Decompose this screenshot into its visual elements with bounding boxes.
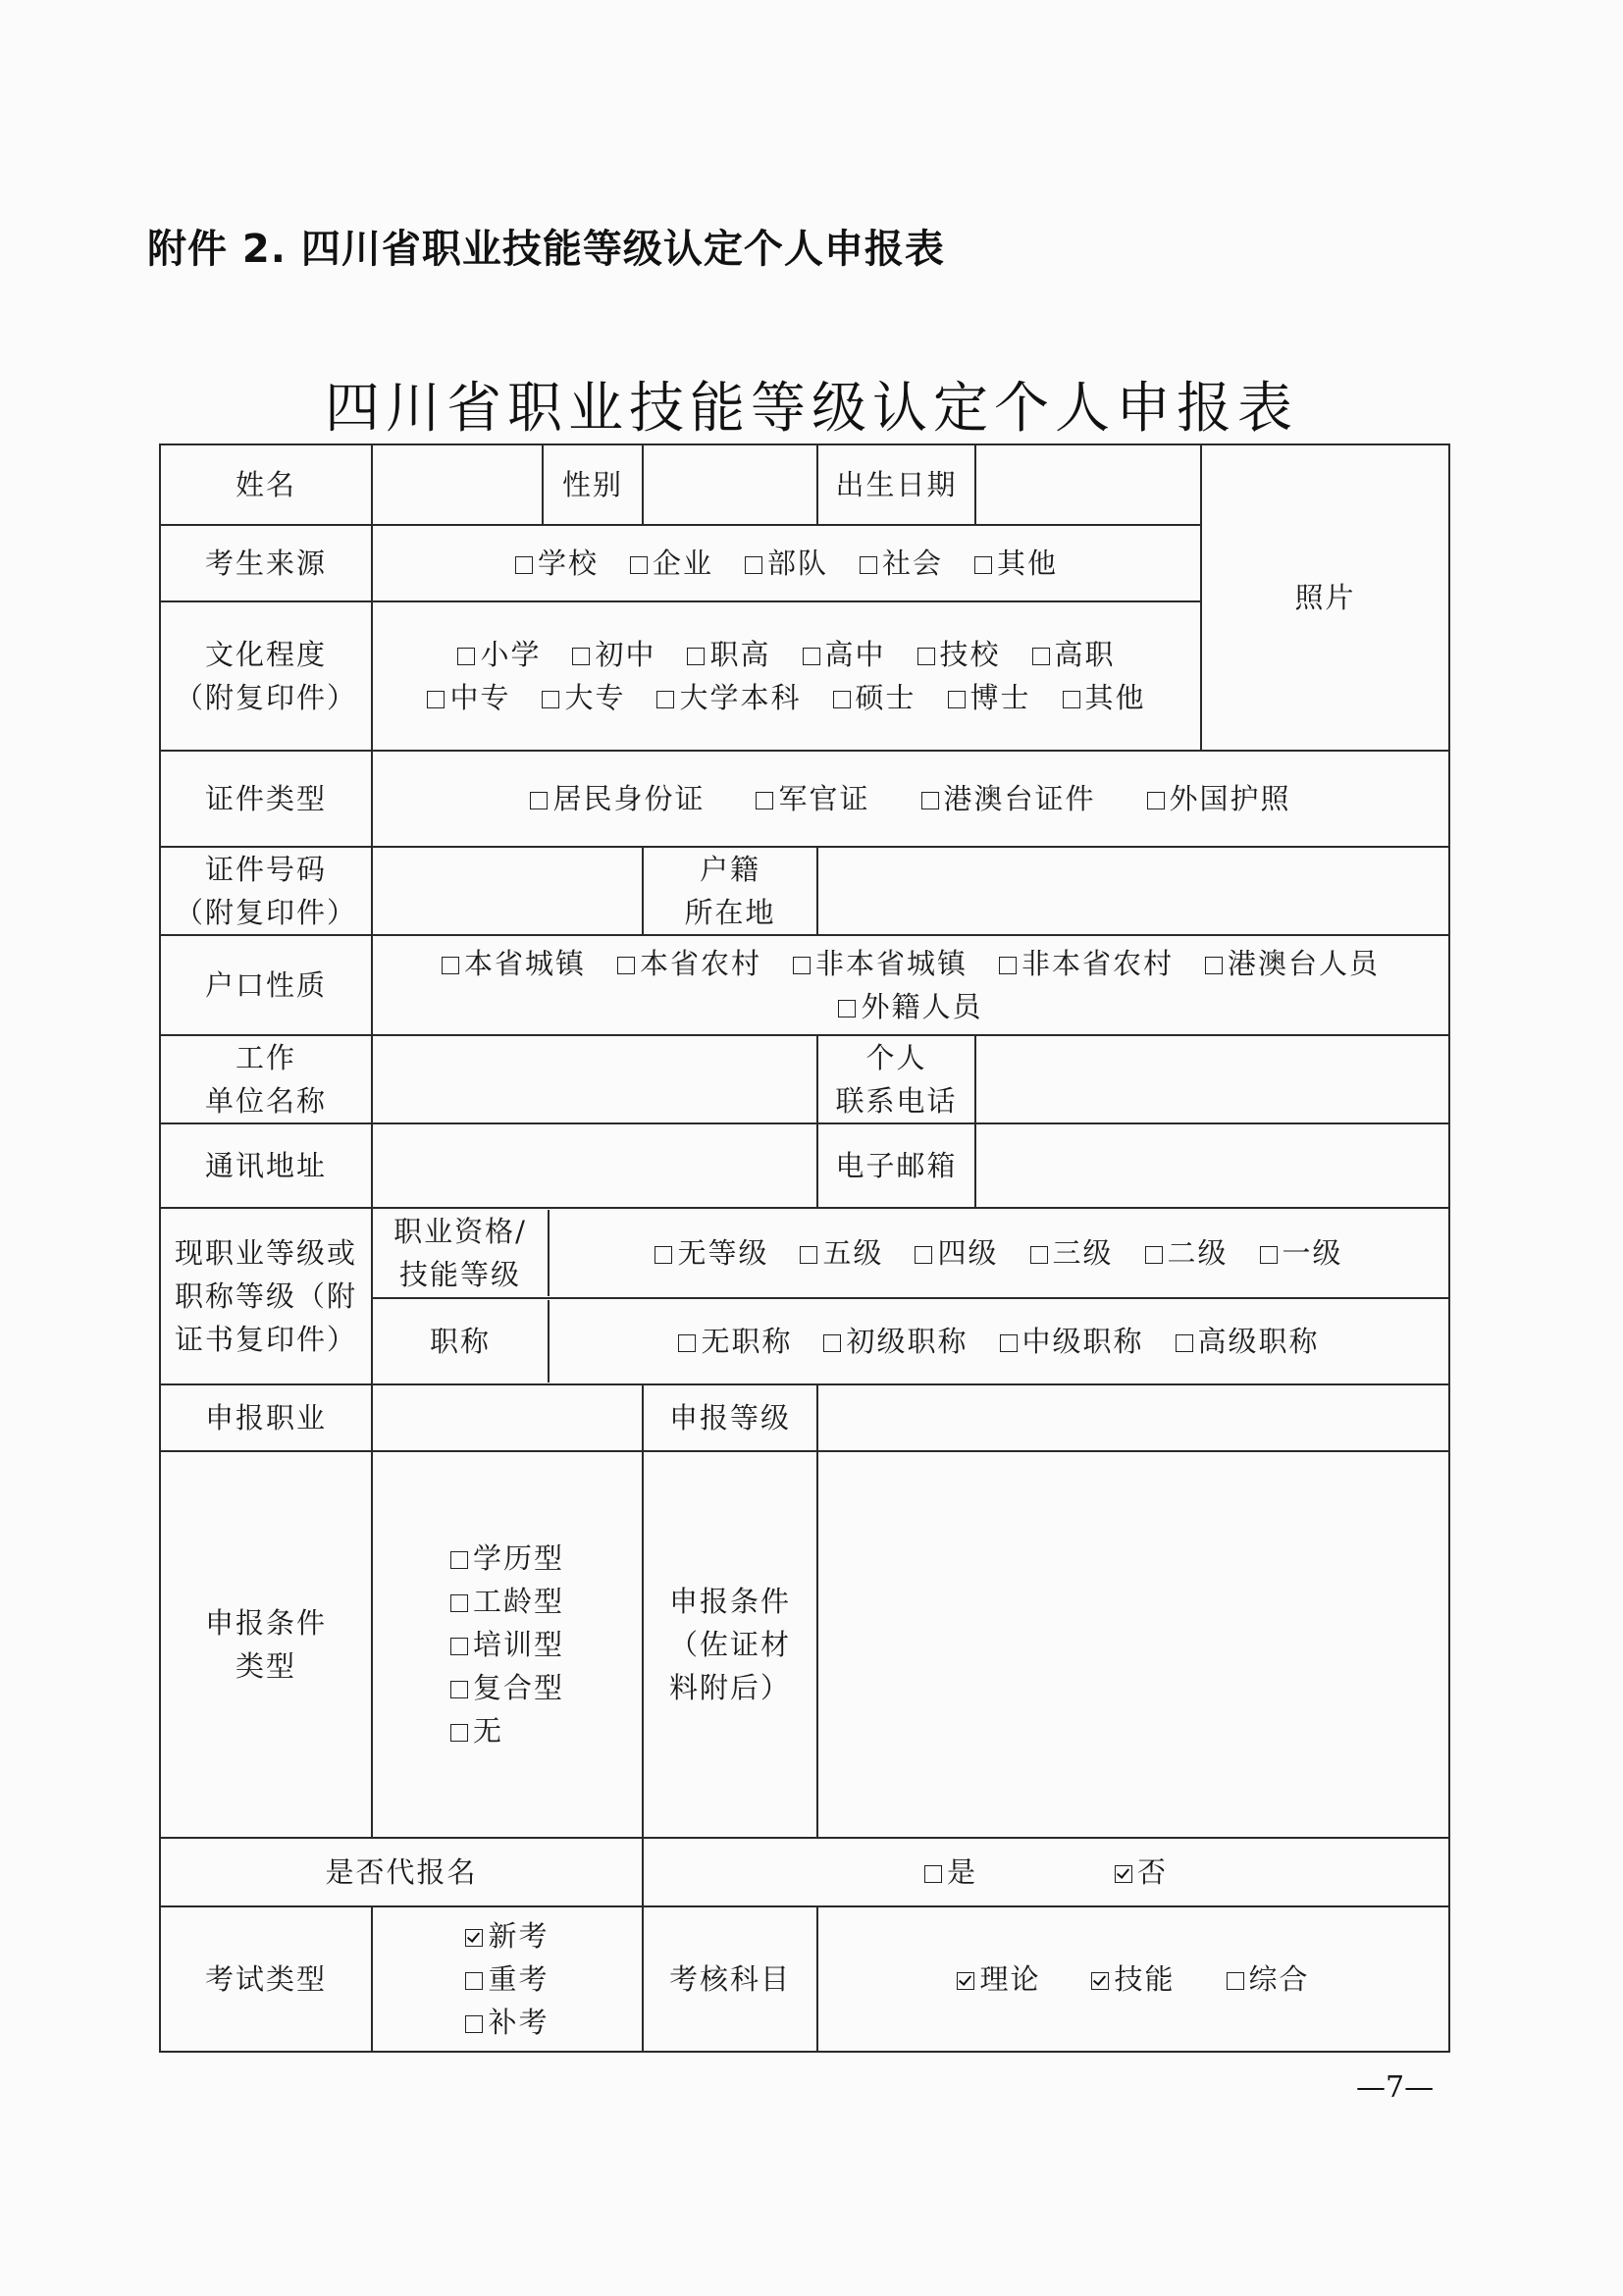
checkbox[interactable] [948,691,966,708]
checkbox-label: 其他 [1084,681,1146,714]
education-label-line2: （附复印件） [174,681,357,714]
apply-occupation-input[interactable] [372,1384,643,1451]
checkbox-label: 非本省农村 [1021,947,1175,980]
checkbox-label: 大学本科 [679,681,802,714]
name-input[interactable] [372,444,643,525]
checkbox[interactable] [803,648,820,665]
gender-label: 性别 [542,445,642,524]
education-label-line1: 文化程度 [204,638,327,671]
title-option-group [662,1320,1335,1363]
checkbox-label: 重考 [488,1962,550,1996]
checkbox[interactable] [921,792,939,809]
hukou-type-label: 户口性质 [160,935,372,1035]
checkbox-label: 硕士 [855,681,916,714]
checkbox[interactable] [756,792,773,809]
conditions-label [643,1451,817,1838]
checkbox-option[interactable] [800,1231,883,1275]
checkbox-option[interactable] [1091,1957,1175,2001]
conditions-label-line3: 料附后） [668,1671,791,1704]
apply-occupation-label: 申报职业 [160,1384,372,1451]
id-type-label: 证件类型 [160,751,372,847]
checkbox-option[interactable] [999,942,1174,985]
id-type-options [372,751,1449,847]
checkbox-option[interactable] [745,542,828,585]
checkbox-option[interactable] [838,985,982,1028]
checkbox-option[interactable] [1205,942,1380,985]
employer-label [160,1035,372,1123]
checkbox-option[interactable] [617,942,761,985]
checkbox[interactable] [630,556,648,574]
checkbox[interactable] [860,556,877,574]
checkbox-label: 军官证 [778,782,870,815]
checkbox[interactable] [442,957,459,974]
hukou-type-option-row2 [377,985,1444,1028]
checkbox[interactable] [1032,648,1050,665]
subjects-options [817,1906,1449,2052]
checkbox[interactable] [427,691,445,708]
checkbox-option[interactable] [450,1666,564,1709]
checkbox-label: 社会 [882,547,944,580]
photo-box[interactable] [1201,444,1449,751]
apply-level-label: 申报等级 [643,1384,817,1451]
checkbox[interactable] [457,648,475,665]
checkbox-label: 企业 [652,547,713,580]
checkbox-option[interactable] [823,1320,968,1363]
id-type-option-group [377,777,1444,820]
checkbox[interactable] [678,1334,696,1352]
checkbox[interactable] [465,1972,483,1990]
checkbox-option[interactable] [793,942,968,985]
checkbox[interactable] [915,1246,932,1264]
checkbox-option[interactable] [465,2001,549,2044]
qualification-label-line1: 职业资格/ [393,1215,527,1248]
name-label: 姓名 [160,444,372,525]
checkbox-option[interactable] [465,1957,549,2001]
checkbox-option[interactable] [530,777,705,820]
checkbox[interactable] [974,556,992,574]
checkbox[interactable] [450,1638,468,1655]
checkbox-label: 无等级 [677,1236,769,1270]
checkbox[interactable] [833,691,851,708]
email-input[interactable] [975,1123,1449,1208]
checkbox-label: 中级职称 [1021,1325,1144,1358]
checkbox[interactable] [1145,1246,1163,1264]
source-options [372,525,1201,601]
exam-type-label: 考试类型 [160,1906,372,2052]
exam-type-options [372,1906,643,2052]
title-label: 职称 [373,1300,550,1383]
checkbox-option[interactable] [1260,1231,1343,1275]
id-number-label-line2: （附复印件） [174,896,357,929]
checkbox[interactable] [1063,691,1080,708]
education-option-row2 [377,676,1196,719]
proxy-no-checkbox[interactable] [1115,1865,1132,1883]
checkbox-label: 学校 [537,547,599,580]
condition-type-label [160,1451,372,1838]
checkbox-label: 博士 [969,681,1031,714]
checkbox-label: 补考 [488,2006,550,2039]
checkbox-option[interactable] [630,542,713,585]
condition-type-label-line2: 类型 [235,1649,296,1683]
checkbox-option[interactable] [542,676,625,719]
address-input[interactable] [372,1123,817,1208]
current-level-label-line1: 现职业等级或 [174,1236,357,1270]
proxy-options [643,1838,1449,1906]
checkbox-label: 综合 [1248,1962,1310,1996]
checkbox[interactable] [515,556,533,574]
proxy-option-yes[interactable] [924,1851,977,1894]
checkbox[interactable] [793,957,811,974]
current-level-label [160,1208,372,1384]
checkbox-label: 无职称 [701,1325,793,1358]
subjects-option-group [822,1957,1444,2001]
checkbox-label: 二级 [1167,1236,1229,1270]
checkbox-label: 小学 [480,638,542,671]
checkbox-option[interactable] [654,1231,768,1275]
checkbox-option[interactable] [915,1231,998,1275]
attachment-title: 附件 2. 四川省职业技能等级认定个人申报表 [147,227,945,272]
checkbox[interactable] [542,691,559,708]
education-label [160,601,372,751]
hukou-type-option-row1 [377,942,1444,985]
checkbox-label: 四级 [937,1236,999,1270]
checkbox[interactable] [1000,1334,1018,1352]
checkbox-label: 一级 [1282,1236,1343,1270]
birth-label: 出生日期 [817,444,975,525]
checkbox-label: 高职 [1054,638,1116,671]
checkbox-label: 三级 [1052,1236,1114,1270]
exam-type-option-group [465,1914,549,2044]
qualification-option-group [639,1231,1358,1275]
checkbox-label: 中专 [449,681,511,714]
checkbox[interactable] [1030,1246,1048,1264]
checkbox-option[interactable] [450,1580,564,1623]
checkbox-label: 技能 [1114,1962,1176,1996]
checkbox[interactable] [465,1929,483,1947]
checkbox[interactable] [838,1000,856,1018]
checkbox-option[interactable] [450,1537,564,1580]
id-number-input[interactable] [372,847,643,935]
checkbox-label: 高中 [824,638,886,671]
checkbox-option[interactable] [1147,777,1291,820]
checkbox-option[interactable] [1032,633,1116,676]
hukou-location-label-line1: 户籍 [699,853,760,886]
page-number: —7— [1356,2070,1435,2105]
checkbox-label: 部队 [766,547,828,580]
conditions-label-line2: （佐证材 [668,1628,791,1661]
checkbox-label: 学历型 [472,1541,564,1575]
checkbox[interactable] [530,792,548,809]
checkbox[interactable] [823,1334,841,1352]
checkbox[interactable] [1176,1334,1193,1352]
checkbox[interactable] [572,648,590,665]
checkbox-option[interactable] [833,676,916,719]
checkbox-option[interactable] [803,633,886,676]
checkbox-label: 本省农村 [639,947,761,980]
checkbox-label: 其他 [997,547,1059,580]
checkbox-label: 港澳台证件 [943,782,1096,815]
proxy-option-no[interactable] [1115,1851,1168,1894]
application-form [159,444,1450,2053]
checkbox-option[interactable] [687,633,770,676]
checkbox[interactable] [1147,792,1165,809]
checkbox[interactable] [450,1681,468,1698]
checkbox-option[interactable] [450,1623,564,1666]
checkbox-label: 培训型 [472,1628,564,1661]
checkbox-label: 无 [472,1714,503,1748]
current-level-label-line2: 职称等级（附 [174,1279,357,1313]
checkbox-option[interactable] [442,942,586,985]
checkbox[interactable] [450,1594,468,1612]
checkbox-label: 港澳台人员 [1228,947,1381,980]
checkbox-option[interactable] [572,633,655,676]
education-options [372,601,1201,751]
checkbox-option[interactable] [921,777,1096,820]
hukou-type-options [372,935,1449,1035]
qualification-row [372,1208,1449,1298]
checkbox[interactable] [617,957,635,974]
form-title: 四川省职业技能等级认定个人申报表 [325,377,1298,441]
checkbox-option[interactable] [427,676,510,719]
checkbox-option[interactable] [678,1320,792,1363]
proxy-yes-checkbox[interactable] [924,1865,942,1883]
phone-label-line1: 个人 [865,1041,927,1074]
checkbox-label: 大专 [564,681,626,714]
checkbox-label: 工龄型 [472,1585,564,1618]
checkbox-label: 新考 [488,1919,550,1953]
checkbox-option[interactable] [1063,676,1146,719]
checkbox-option[interactable] [465,1914,549,1957]
checkbox[interactable] [687,648,705,665]
employer-input[interactable] [372,1035,817,1123]
conditions-input[interactable] [817,1451,1449,1838]
apply-level-input[interactable] [817,1384,1449,1451]
checkbox-option[interactable] [1000,1320,1144,1363]
phone-label-line2: 联系电话 [835,1084,958,1118]
employer-label-line1: 工作 [235,1041,296,1074]
subjects-label: 考核科目 [643,1906,817,2052]
checkbox-option[interactable] [860,542,943,585]
checkbox[interactable] [1205,957,1223,974]
condition-type-option-group [450,1537,564,1752]
checkbox-option[interactable] [450,1709,564,1752]
id-number-label-line1: 证件号码 [204,853,327,886]
proxy-label: 是否代报名 [160,1838,643,1906]
checkbox-label: 高级职称 [1197,1325,1320,1358]
checkbox-label: 理论 [979,1962,1041,1996]
hukou-location-label-line2: 所在地 [684,896,776,929]
checkbox[interactable] [465,2015,483,2033]
source-label: 考生来源 [160,525,372,601]
id-number-label [160,847,372,935]
proxy-yes-text: 是 [946,1855,977,1889]
title-row [372,1298,1449,1384]
phone-label [817,1035,975,1123]
checkbox-option[interactable] [917,633,1001,676]
checkbox[interactable] [745,556,762,574]
checkbox[interactable] [999,957,1017,974]
checkbox[interactable] [957,1972,974,1990]
checkbox-label: 非本省城镇 [814,947,968,980]
checkbox-option[interactable] [1145,1231,1229,1275]
checkbox-label: 外籍人员 [861,990,983,1023]
checkbox-option[interactable] [974,542,1058,585]
checkbox[interactable] [1227,1972,1244,1990]
checkbox-label: 外国护照 [1169,782,1291,815]
checkbox-label: 初级职称 [846,1325,969,1358]
condition-type-options [372,1451,643,1838]
birth-input[interactable] [975,444,1201,525]
source-option-group [377,542,1196,585]
education-option-row1 [377,633,1196,676]
condition-type-label-line1: 申报条件 [204,1606,327,1640]
employer-label-line2: 单位名称 [204,1084,327,1118]
checkbox-option[interactable] [948,676,1031,719]
checkbox-option[interactable] [1176,1320,1320,1363]
checkbox[interactable] [450,1551,468,1569]
photo-label: 照片 [1294,581,1356,614]
email-label: 电子邮箱 [817,1123,975,1208]
checkbox-label: 初中 [595,638,656,671]
proxy-option-group [648,1851,1444,1894]
checkbox[interactable] [917,648,935,665]
qualification-label [373,1210,550,1296]
hukou-location-label [643,847,817,935]
checkbox-option[interactable] [515,542,599,585]
checkbox[interactable] [800,1246,817,1264]
current-level-label-line3: 证书复印件） [174,1323,357,1356]
checkbox[interactable] [656,691,674,708]
proxy-no-text: 否 [1137,1855,1169,1889]
checkbox-option[interactable] [957,1957,1040,2001]
conditions-label-line1: 申报条件 [668,1585,791,1618]
checkbox-label: 本省城镇 [463,947,586,980]
checkbox-label: 技校 [939,638,1001,671]
hukou-location-input[interactable] [817,847,1449,935]
checkbox-option[interactable] [457,633,541,676]
checkbox[interactable] [654,1246,672,1264]
phone-input[interactable] [975,1035,1449,1123]
checkbox-label: 居民身份证 [552,782,706,815]
address-label: 通讯地址 [160,1123,372,1208]
gender-input[interactable] [643,444,817,525]
checkbox-label: 职高 [709,638,771,671]
checkbox-option[interactable] [756,777,869,820]
checkbox-option[interactable] [1030,1231,1114,1275]
checkbox[interactable] [1091,1972,1109,1990]
checkbox-label: 五级 [822,1236,884,1270]
qualification-label-line2: 技能等级 [398,1258,521,1291]
checkbox-option[interactable] [656,676,801,719]
checkbox[interactable] [1260,1246,1278,1264]
checkbox-option[interactable] [1227,1957,1310,2001]
checkbox[interactable] [450,1724,468,1742]
checkbox-label: 复合型 [472,1671,564,1704]
